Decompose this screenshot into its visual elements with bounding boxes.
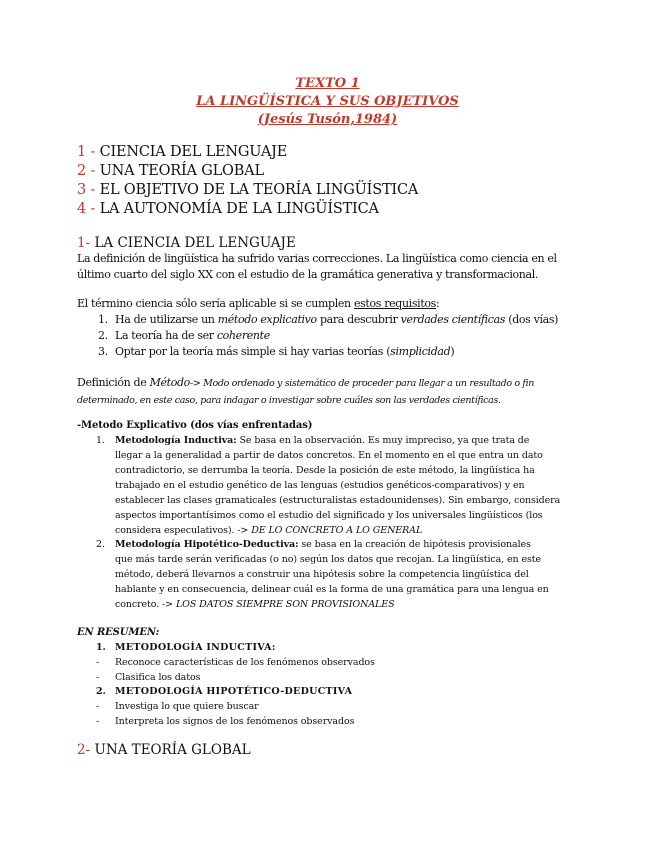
method-hypothetical: Metodología Hipotético-Deductiva: se basa en la creación de hipótesis provisionales que más tarde serán verificadas (o no) según los datos que recojan. La lingüística, en este método, deberá llevarnos a construir una hipótesis sobre la competencia lingüística del hablante y en consecuencia, delinear cuál es la forma de una gramática para una lengua en concreto. -> LOS DATOS SIEMPRE SON PROVISIONALES [115,539,549,610]
summary-item: Clasifica los datos [115,672,201,683]
bullet: - [96,716,100,727]
section-heading: 2- UNA TEORÍA GLOBAL [77,742,251,758]
document-author: (Jesús Tusón,1984) [257,112,398,127]
index-item: 4 - LA AUTONOMÍA DE LA LINGÜÍSTICA [77,201,379,217]
index-item: 1 - CIENCIA DEL LENGUAJE [77,144,288,160]
summary-title: METODOLOGÍA HIPOTÉTICO-DEDUCTIVA [115,686,353,697]
section-heading: 1- LA CIENCIA DEL LENGUAJE [77,235,296,251]
method-inductive: Metodología Inductiva: Se basa en la observación. Es muy impreciso, ya que trata de llegar a la generalidad a partir de datos concretos. En el momento en el que entra un dato contradictorio, se derrumba la teoría. Desde la posición de este método, la lingüística ha trabajado en el estudio genético de las lenguas (estudios genéticos-comparativos) y en establecer las clases gramaticales (estructuralistas estadounidenses). Sin embargo, considera aspectos importantísimos como el estudio del significado y los universales lingüísticos (los considera especulativos). -> DE LO CONCRETO A LO GENERAL [115,435,561,536]
list-item: 1. Ha de utilizarse un método explicativo para descubrir verdades científicas (dos vías) [98,313,559,326]
bullet: - [96,701,100,712]
summary-heading: EN RESUMEN: [77,627,160,638]
document-title: LA LINGÜÍSTICA Y SUS OBJETIVOS [196,94,459,109]
summary-item: Investiga lo que quiere buscar [115,701,259,712]
method-number: 2. [96,539,105,550]
summary-number: 2. [96,686,106,697]
document-label: TEXTO 1 [295,76,360,91]
summary-item: Interpreta los signos de los fenómenos observados [115,716,355,727]
bullet: - [96,657,100,668]
index-item: 2 - UNA TEORÍA GLOBAL [77,163,264,179]
method-heading: -Metodo Explicativo (dos vías enfrentadas) [77,420,313,431]
method-definition: Definición de Método-> Modo ordenado y sistemático de proceder para llegar a un resultado o fin determinado, en este caso, para indagar o investigar sobre cuáles son las verdades científicas. [77,376,535,406]
requirements-intro: El término ciencia sólo sería aplicable si se cumplen estos requisitos: [77,297,440,310]
summary-item: Reconoce características de los fenómenos observados [115,657,375,668]
index-item: 3 - EL OBJETIVO DE LA TEORÍA LINGÜÍSTICA [77,182,419,198]
summary-title: METODOLOGÍA INDUCTIVA: [115,642,276,653]
list-item: 2. La teoría ha de ser coherente [98,329,270,342]
summary-number: 1. [96,642,106,653]
list-item: 3. Optar por la teoría más simple si hay varias teorías (simplicidad) [98,345,455,358]
paragraph: La definición de lingüística ha sufrido varias correcciones. La lingüística como ciencia en el último cuarto del siglo XX con el estudio de la gramática generativa y transformacional. [77,252,557,281]
bullet: - [96,672,100,683]
method-number: 1. [96,435,105,446]
